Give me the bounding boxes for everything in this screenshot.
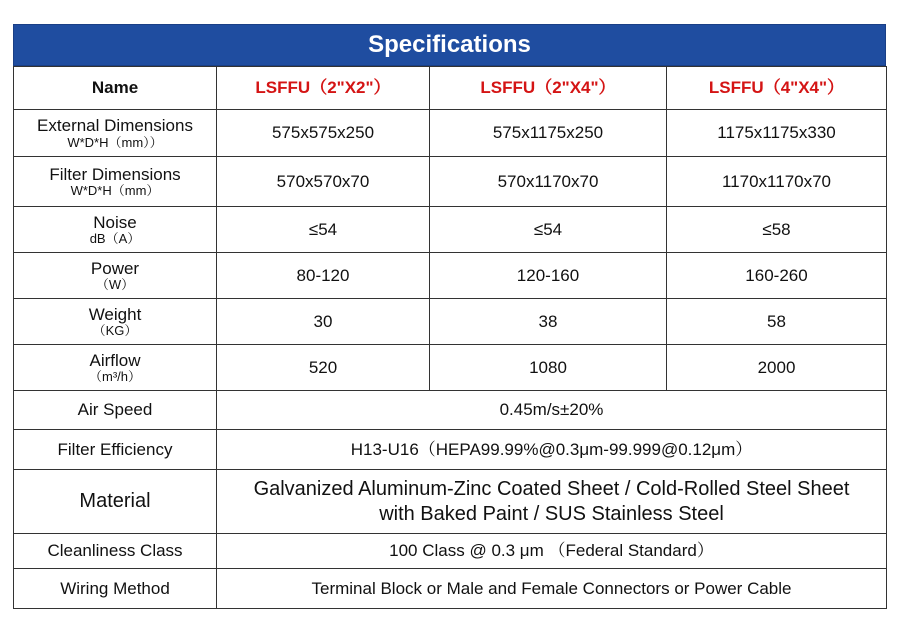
row-label: Wiring Method	[14, 569, 217, 609]
cell-value: Galvanized Aluminum-Zinc Coated Sheet / Cold-Rolled Steel Sheet with Baked Paint / SUS Stainless Steel	[217, 470, 887, 534]
cell-value: 58	[667, 299, 887, 345]
cell-value: ≤54	[217, 207, 430, 253]
cell-value: 0.45m/s±20%	[217, 391, 887, 430]
cell-value: 38	[430, 299, 667, 345]
cell-value: ≤58	[667, 207, 887, 253]
row-cleanliness-class	[14, 534, 887, 569]
row-material	[14, 470, 887, 534]
row-airflow	[14, 345, 887, 391]
model-header-1: LSFFU（2"X2"）	[217, 67, 430, 110]
row-label: Airflow （m³/h）	[14, 345, 217, 391]
cell-value: H13-U16（HEPA99.99%@0.3μm-99.999@0.12μm）	[217, 430, 887, 470]
row-label: Air Speed	[14, 391, 217, 430]
row-power	[14, 253, 887, 299]
row-label: Filter Efficiency	[14, 430, 217, 470]
spec-title: Specifications	[13, 24, 886, 66]
row-filter-dimensions	[14, 157, 887, 207]
cell-value: 575x1175x250	[430, 110, 667, 157]
row-label: Material	[14, 470, 217, 534]
row-weight	[14, 299, 887, 345]
row-label: Power （W）	[14, 253, 217, 299]
cell-value: 1170x1170x70	[667, 157, 887, 207]
cell-value: ≤54	[430, 207, 667, 253]
model-header-3: LSFFU（4"X4"）	[667, 67, 887, 110]
row-noise	[14, 207, 887, 253]
cell-value: 160-260	[667, 253, 887, 299]
row-air-speed	[14, 391, 887, 430]
spec-sheet	[13, 24, 886, 609]
cell-value: 575x575x250	[217, 110, 430, 157]
row-label: Noise dB（A）	[14, 207, 217, 253]
row-filter-efficiency	[14, 430, 887, 470]
row-label: Weight （KG）	[14, 299, 217, 345]
cell-value: 520	[217, 345, 430, 391]
cell-value: 1080	[430, 345, 667, 391]
cell-value: 570x570x70	[217, 157, 430, 207]
model-header-2: LSFFU（2"X4"）	[430, 67, 667, 110]
row-external-dimensions	[14, 110, 887, 157]
header-row	[14, 67, 887, 110]
cell-value: 1175x1175x330	[667, 110, 887, 157]
cell-value: 100 Class @ 0.3 μm （Federal Standard）	[217, 534, 887, 569]
cell-value: 120-160	[430, 253, 667, 299]
name-header: Name	[14, 67, 217, 110]
cell-value: 30	[217, 299, 430, 345]
row-wiring-method	[14, 569, 887, 609]
row-label: Filter Dimensions W*D*H（mm）	[14, 157, 217, 207]
cell-value: 2000	[667, 345, 887, 391]
spec-table	[13, 66, 887, 609]
row-label: Cleanliness Class	[14, 534, 217, 569]
row-label: External Dimensions W*D*H（mm））	[14, 110, 217, 157]
cell-value: 570x1170x70	[430, 157, 667, 207]
cell-value: Terminal Block or Male and Female Connectors or Power Cable	[217, 569, 887, 609]
cell-value: 80-120	[217, 253, 430, 299]
